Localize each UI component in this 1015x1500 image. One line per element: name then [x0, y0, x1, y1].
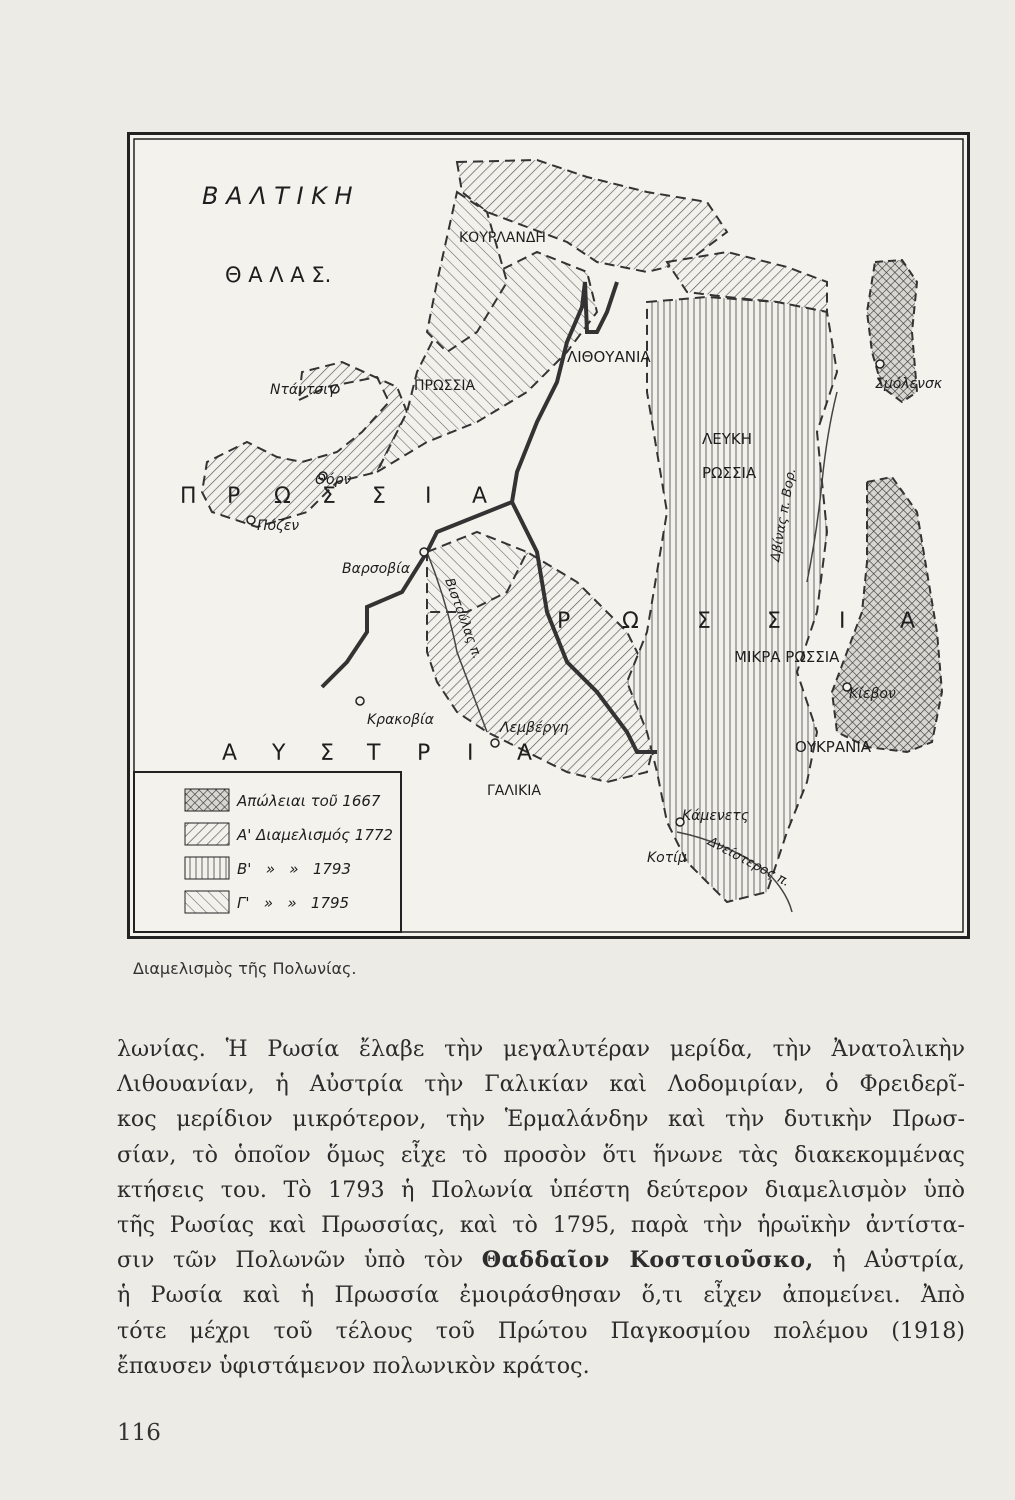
label-white-russia-2: ΡΩΣΣΙΑ: [702, 464, 757, 482]
prussia-letter: Ω: [274, 484, 291, 509]
legend-label-1795: Γ' » » 1795: [237, 894, 350, 912]
austria-letter: Ρ: [417, 741, 431, 766]
city-posen: Πόζεν: [257, 518, 300, 534]
kosciuszko-name: Θαδδαῖον Κοστσιοῦσκο,: [481, 1247, 814, 1274]
city-warsaw: Βαρσοβία: [342, 561, 411, 577]
page-number: 116: [117, 1420, 161, 1446]
russia-letter: Σ: [697, 609, 711, 634]
partition-map: [127, 132, 970, 939]
body-line-kosciuszko: [117, 1243, 965, 1278]
austria-letter: Υ: [272, 741, 286, 766]
prussia-letter: Σ: [322, 484, 336, 509]
prussia-letter: Ι: [425, 484, 432, 509]
city-dot-smolensk: [876, 360, 884, 368]
legend-label-1667: Απώλειαι τοῦ 1667: [237, 792, 381, 810]
russia-letter: Ι: [839, 609, 846, 634]
body-line: τῆς Ρωσίας καὶ Πρωσσίας, καὶ τὸ 1795, παρὰ τὴν ἡρωϊκὴν ἀντίστα-: [117, 1212, 965, 1239]
body-line: λωνίας. Ἡ Ρωσία ἔλαβε τὴν μεγαλυτέραν μερίδα, τὴν Ἀνατολικὴν: [117, 1036, 965, 1062]
body-line: ἔπαυσεν ὑφιστάμενον πολωνικὸν κράτος.: [117, 1352, 590, 1379]
austria-letter: Α: [222, 741, 238, 766]
russia-letter: Ω: [622, 609, 639, 634]
city-kamenets: Κάμενετς: [682, 808, 749, 824]
river-dniester: Δνείστερος π.: [705, 834, 793, 891]
prussia-letter: Ρ: [227, 484, 241, 509]
city-dot-krakow: [356, 697, 364, 705]
label-prussia-small: ΠΡΩΣΣΙΑ: [414, 378, 476, 394]
body-line: σίαν, τὸ ὁποῖον ὅμως εἶχε τὸ προσὸν ὅτι ἥνωνε τὰς διακεκομμένας: [117, 1141, 965, 1168]
city-lemberg: Λεμβέργη: [500, 720, 569, 736]
city-dot-lemberg: [491, 739, 499, 747]
body-line: ἡ Ρωσία καὶ ἡ Πρωσσία ἐμοιράσθησαν ὅ,τι εἶχεν ἀπομείνει. Ἀπὸ: [117, 1282, 965, 1309]
russia-letter: Α: [900, 609, 916, 634]
river-dvina: Δβίνας π. Βορ.: [768, 466, 800, 563]
label-white-russia-1: ΛΕΥΚΗ: [702, 430, 753, 448]
map-legend: [134, 772, 401, 932]
prussia-letter: Α: [472, 484, 488, 509]
legend-swatch-1772: [185, 823, 229, 845]
body-line-part: ἡ Αὐστρία,: [832, 1247, 965, 1274]
map-caption: Διαμελισμὸς τῆς Πολωνίας.: [133, 959, 357, 978]
city-smolensk: Σμόλενσκ: [875, 376, 943, 392]
body-line-part: σιν τῶν Πολωνῶν ὑπὸ τὸν: [117, 1247, 464, 1274]
russia-letter: Σ: [767, 609, 781, 634]
label-lithuania: ΛΙΘΟΥΑΝΙΑ: [567, 348, 651, 366]
prussia-letter: Π: [180, 484, 197, 509]
body-line: κτήσεις του. Τὸ 1793 ἡ Πολωνία ὑπέστη δεύτερον διαμελισμὸν ὑπὸ: [117, 1176, 965, 1203]
label-little-russia: ΜΙΚΡΑ ΡΩΣΣΙΑ: [734, 648, 840, 666]
legend-label-1793: Β' » » 1793: [237, 860, 352, 878]
austria-letter: Τ: [367, 741, 381, 766]
body-paragraph: [117, 1032, 965, 1384]
legend-swatch-1793: [185, 857, 229, 879]
austria-letter: Α: [517, 741, 533, 766]
city-dot-warsaw: [420, 548, 428, 556]
city-thorn: Θόρν: [315, 472, 352, 488]
label-galicia: ΓΑΛΙΚΙΑ: [487, 783, 541, 799]
label-courland: ΚΟΥΡΛΑΝΔΗ: [459, 230, 546, 246]
city-danzig: Ντάντσιγ: [270, 382, 337, 398]
legend-label-1772: Α' Διαμελισμός 1772: [237, 826, 393, 844]
river-vistula: Βιστούλας π.: [441, 576, 485, 662]
city-dot-posen: [247, 516, 255, 524]
body-line: κος μερίδιον μικρότερον, τὴν Ἑρμαλάνδην καὶ τὴν δυτικὴν Πρωσ-: [117, 1106, 965, 1133]
city-chotin: Κοτίμ: [647, 850, 687, 866]
austria-letter: Ι: [467, 741, 474, 766]
sea-label-baltic: Β Α Λ Τ Ι Κ Η: [202, 182, 353, 210]
prussia-letter: Σ: [372, 484, 386, 509]
austria-letter: Σ: [320, 741, 334, 766]
sea-label-sea: Θ Α Λ Α Σ.: [225, 263, 332, 287]
legend-swatch-1795: [185, 891, 229, 913]
legend-swatch-1667: [185, 789, 229, 811]
city-krakow: Κρακοβία: [367, 712, 435, 728]
label-ukraine: ΟΥΚΡΑΝΙΑ: [795, 738, 872, 756]
russia-letter: Ρ: [557, 609, 571, 634]
body-line: Λιθουανίαν, ἡ Αὐστρία τὴν Γαλικίαν καὶ Λοδομιρίαν, ὁ Φρειδερῖ-: [117, 1071, 965, 1098]
body-line: τότε μέχρι τοῦ τέλους τοῦ Πρώτου Παγκοσμίου πολέμου (1918): [117, 1317, 965, 1344]
city-kiev: Κίεβον: [849, 686, 896, 702]
